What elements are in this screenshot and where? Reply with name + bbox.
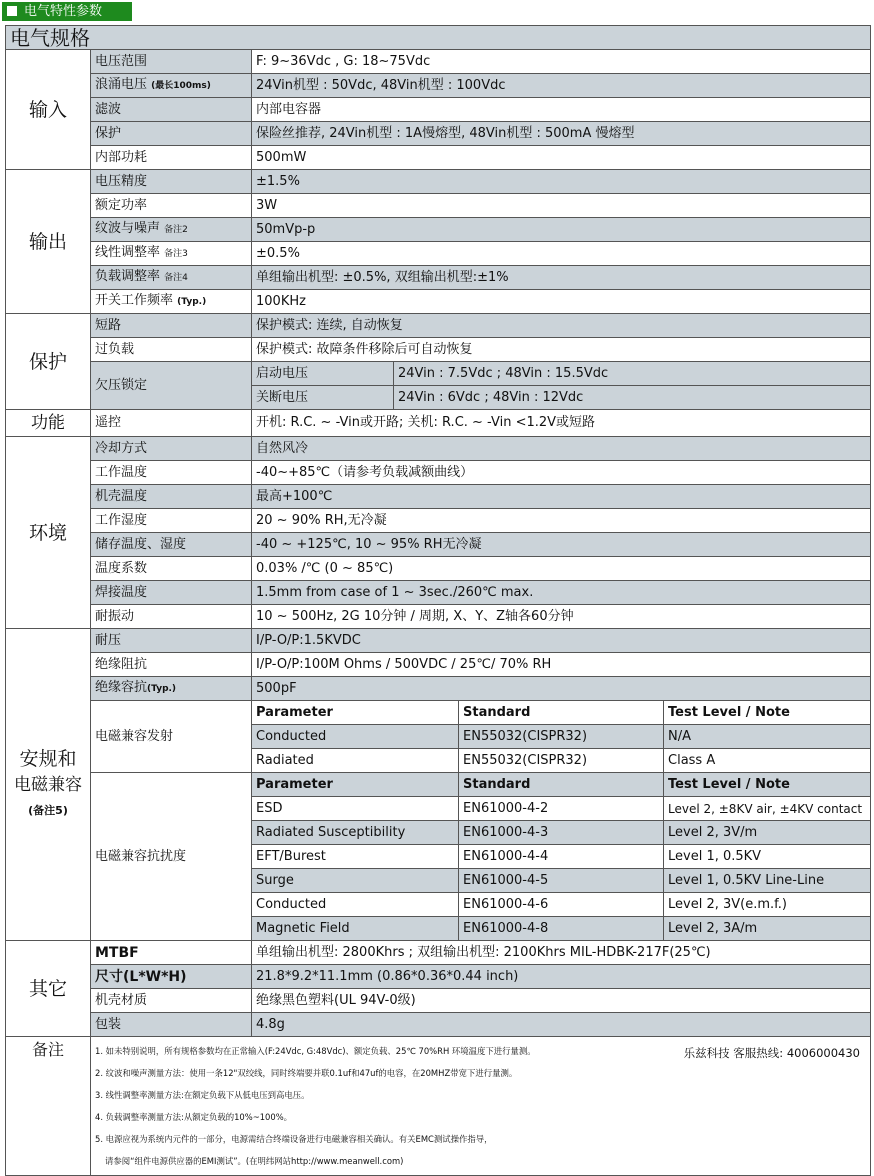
note-line: 2. 纹波和噪声测量方法：使用一条12"双绞线，同时终端要并联0.1uf和47uf的电容，在20MHZ带宽下进行量测。: [95, 1068, 518, 1078]
row-label: 机壳温度: [91, 485, 252, 509]
std-cell: EN61000-4-3: [459, 821, 664, 845]
note-line: 1. 如未特别说明，所有规格参数均在正常输入(F:24Vdc, G:48Vdc)、额定负载、25℃ 70%RH 环境温度下进行量测。: [95, 1046, 536, 1056]
level-cell: Level 2, 3A/m: [664, 917, 871, 941]
param-cell: Conducted: [252, 725, 459, 749]
row-value: 内部电容器: [252, 98, 871, 122]
row-value: 自然风冷: [252, 437, 871, 461]
row-label: [91, 242, 252, 266]
row-label: MTBF: [91, 941, 252, 965]
table-row: [6, 461, 871, 485]
note-line: 请参阅“组件电源供应器的EMI测试”。(在明纬网站http://www.meanwell.com): [105, 1156, 404, 1166]
page-title: 电气规格: [6, 26, 871, 50]
table-row: [6, 701, 871, 725]
row-value: 保护模式: 连续, 自动恢复: [252, 314, 871, 338]
category-environment: 环境: [6, 437, 91, 629]
row-value: 绝缘黑色塑料(UL 94V-0级): [252, 989, 871, 1013]
row-label: 遥控: [91, 410, 252, 437]
label-text: 绝缘容抗: [95, 680, 148, 695]
table-row: [6, 362, 871, 386]
row-label: 工作湿度: [91, 509, 252, 533]
category-note: (备注5): [28, 803, 68, 817]
table-row: [6, 965, 871, 989]
table-row: [6, 677, 871, 701]
row-label: [91, 218, 252, 242]
table-row: [6, 338, 871, 362]
param-cell: Conducted: [252, 893, 459, 917]
table-row: [6, 629, 871, 653]
param-cell: EFT/Burest: [252, 845, 459, 869]
emc-immunity-label: 电磁兼容抗扰度: [91, 773, 252, 941]
row-value: I/P-O/P:100M Ohms / 500VDC / 25℃/ 70% RH: [252, 653, 871, 677]
col-parameter: Parameter: [252, 701, 459, 725]
row-label: [91, 50, 252, 74]
label-note: 备注2: [164, 225, 188, 235]
col-standard: Standard: [459, 773, 664, 797]
level-cell: N/A: [664, 725, 871, 749]
label-text: 滤波: [95, 101, 122, 117]
row-label: 焊接温度: [91, 581, 252, 605]
label-note: (Typ.): [177, 297, 207, 307]
row-label: [91, 170, 252, 194]
sub-label: 关断电压: [252, 386, 394, 410]
std-cell: EN61000-4-6: [459, 893, 664, 917]
row-value: 3W: [252, 194, 871, 218]
table-row: [6, 218, 871, 242]
label-text: 额定功率: [95, 197, 148, 213]
row-value: 1.5mm from case of 1 ~ 3sec./260℃ max.: [252, 581, 871, 605]
level-cell: Level 1, 0.5KV Line-Line: [664, 869, 871, 893]
category-safety-emc: [6, 629, 91, 941]
row-label: 尺寸(L*W*H): [91, 965, 252, 989]
category-others: 其它: [6, 941, 91, 1037]
row-value: 100KHz: [252, 290, 871, 314]
row-value: 0.03% /℃ (0 ~ 85℃): [252, 557, 871, 581]
row-label: [91, 146, 252, 170]
title-row: [6, 26, 871, 50]
level-cell: Level 2, 3V/m: [664, 821, 871, 845]
table-row: [6, 74, 871, 98]
sub-label: 启动电压: [252, 362, 394, 386]
note-line: 4. 负载调整率测量方法:从额定负载的10%~100%。: [95, 1112, 293, 1122]
row-label: [91, 98, 252, 122]
section-tab-label: 电气特性参数: [24, 4, 103, 19]
section-tab: [2, 2, 132, 21]
row-value: 24Vin : 6Vdc ; 48Vin : 12Vdc: [394, 386, 871, 410]
label-note: 备注3: [164, 249, 188, 259]
row-value: -40~+85℃（请参考负载减额曲线）: [252, 461, 871, 485]
param-cell: ESD: [252, 797, 459, 821]
std-cell: EN55032(CISPR32): [459, 749, 664, 773]
level-cell: Level 1, 0.5KV: [664, 845, 871, 869]
row-value: I/P-O/P:1.5KVDC: [252, 629, 871, 653]
std-cell: EN61000-4-4: [459, 845, 664, 869]
row-label: 耐振动: [91, 605, 252, 629]
row-value: ±1.5%: [252, 170, 871, 194]
row-value: F: 9~36Vdc , G: 18~75Vdc: [252, 50, 871, 74]
note-line: 3. 线性调整率测量方法:在额定负载下从低电压到高电压。: [95, 1090, 310, 1100]
row-label: 温度系数: [91, 557, 252, 581]
row-label: 机壳材质: [91, 989, 252, 1013]
table-row: [6, 605, 871, 629]
category-notes: 备注: [6, 1037, 91, 1176]
col-parameter: Parameter: [252, 773, 459, 797]
row-value: 4.8g: [252, 1013, 871, 1037]
row-label: 包装: [91, 1013, 252, 1037]
label-note: (最长100ms): [151, 81, 211, 91]
label-text: 电压精度: [95, 173, 148, 189]
table-row: [6, 242, 871, 266]
row-value: 50mVp-p: [252, 218, 871, 242]
label-note: 备注4: [164, 273, 188, 283]
table-row: [6, 170, 871, 194]
label-text: 浪涌电压: [95, 77, 148, 92]
label-text: 负载调整率: [95, 269, 161, 284]
row-value: 21.8*9.2*11.1mm (0.86*0.36*0.44 inch): [252, 965, 871, 989]
std-cell: EN55032(CISPR32): [459, 725, 664, 749]
table-row: [6, 485, 871, 509]
row-value: 单组输出机型: 2800Khrs ; 双组输出机型: 2100Khrs MIL-HDBK-217F(25℃): [252, 941, 871, 965]
row-label: [91, 194, 252, 218]
row-label: 耐压: [91, 629, 252, 653]
level-cell: Level 2, 3V(e.m.f.): [664, 893, 871, 917]
row-label: [91, 74, 252, 98]
table-row: [6, 122, 871, 146]
param-cell: Radiated: [252, 749, 459, 773]
col-level: Test Level / Note: [664, 701, 871, 725]
row-value: 500mW: [252, 146, 871, 170]
row-label: 绝缘阻抗: [91, 653, 252, 677]
emc-emission-label: 电磁兼容发射: [91, 701, 252, 773]
label-text: 线性调整率: [95, 245, 161, 260]
col-standard: Standard: [459, 701, 664, 725]
row-label: 工作温度: [91, 461, 252, 485]
table-row: [6, 989, 871, 1013]
category-function: 功能: [6, 410, 91, 437]
row-value: 单组输出机型: ±0.5%, 双组输出机型:±1%: [252, 266, 871, 290]
row-value: 24Vin : 7.5Vdc ; 48Vin : 15.5Vdc: [394, 362, 871, 386]
row-value: 20 ~ 90% RH,无冷凝: [252, 509, 871, 533]
row-label: 过负载: [91, 338, 252, 362]
table-row: [6, 581, 871, 605]
label-text: 内部功耗: [95, 149, 148, 165]
std-cell: EN61000-4-5: [459, 869, 664, 893]
table-row: [6, 1013, 871, 1037]
table-row: [6, 437, 871, 461]
table-row: [6, 266, 871, 290]
table-row: [6, 50, 871, 74]
table-row: [6, 98, 871, 122]
param-cell: Surge: [252, 869, 459, 893]
row-value: 10 ~ 500Hz, 2G 10分钟 / 周期, X、Y、Z轴各60分钟: [252, 605, 871, 629]
table-row: [6, 194, 871, 218]
spec-table: [5, 25, 871, 1176]
table-row: [6, 533, 871, 557]
level-cell: Level 2, ±8KV air, ±4KV contact: [664, 797, 871, 821]
category-line: 电磁兼容: [14, 774, 82, 795]
label-note: (Typ.): [147, 684, 177, 694]
param-cell: Radiated Susceptibility: [252, 821, 459, 845]
row-label: [91, 122, 252, 146]
category-input: 输入: [6, 50, 91, 170]
row-label: [91, 677, 252, 701]
table-row: [6, 653, 871, 677]
row-label: 冷却方式: [91, 437, 252, 461]
square-icon: [6, 5, 18, 17]
std-cell: EN61000-4-8: [459, 917, 664, 941]
label-text: 保护: [95, 125, 122, 141]
label-text: 电压范围: [95, 53, 148, 69]
table-row: [6, 146, 871, 170]
category-output: 输出: [6, 170, 91, 314]
label-text: 开关工作频率: [95, 293, 174, 308]
table-row: [6, 509, 871, 533]
row-value: 24Vin机型 : 50Vdc, 48Vin机型 : 100Vdc: [252, 74, 871, 98]
row-value: 开机: R.C. ~ -Vin或开路; 关机: R.C. ~ -Vin <1.2V或短路: [252, 410, 871, 437]
row-label: 短路: [91, 314, 252, 338]
row-value: 500pF: [252, 677, 871, 701]
row-label: 欠压锁定: [91, 362, 252, 410]
std-cell: EN61000-4-2: [459, 797, 664, 821]
row-value: -40 ~ +125℃, 10 ~ 95% RH无冷凝: [252, 533, 871, 557]
row-value: 保险丝推荐, 24Vin机型 : 1A慢熔型, 48Vin机型 : 500mA 慢熔型: [252, 122, 871, 146]
label-text: 纹波与噪声: [95, 221, 161, 236]
note-line: 5. 电源应视为系统内元件的一部分，电源需结合终端设备进行电磁兼容相关确认。有关EMC测试操作指导，: [95, 1134, 493, 1144]
category-line: 安规和: [19, 747, 77, 770]
row-value: ±0.5%: [252, 242, 871, 266]
col-level: Test Level / Note: [664, 773, 871, 797]
table-row: [6, 557, 871, 581]
table-row: [6, 773, 871, 797]
hotline-text: 乐兹科技 客服热线: 4006000430: [683, 1046, 860, 1060]
row-value: 最高+100℃: [252, 485, 871, 509]
level-cell: Class A: [664, 749, 871, 773]
table-row: [6, 290, 871, 314]
row-label: 储存温度、湿度: [91, 533, 252, 557]
table-row: [6, 314, 871, 338]
category-protection: 保护: [6, 314, 91, 410]
row-label: [91, 290, 252, 314]
table-row: [6, 941, 871, 965]
row-value: 保护模式: 故障条件移除后可自动恢复: [252, 338, 871, 362]
table-row: [6, 410, 871, 437]
param-cell: Magnetic Field: [252, 917, 459, 941]
row-label: [91, 266, 252, 290]
